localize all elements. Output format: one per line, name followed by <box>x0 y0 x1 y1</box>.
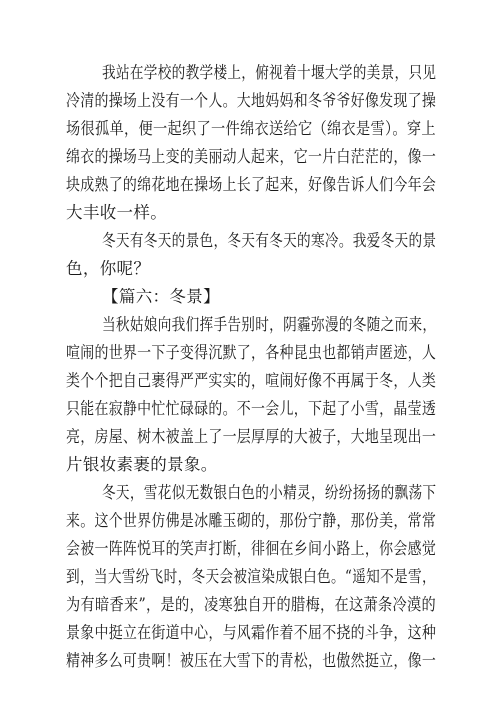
text-line: 景象中挺立在街道中心，与风霜作着不屈不挠的斗争，这种 <box>66 623 437 642</box>
text-line: 为有暗香来”，是的，凌寒独自开的腊梅，在这萧条冷漠的 <box>66 595 437 614</box>
text-line: 亮，房屋、树木被盖上了一层厚厚的大被子，大地呈现出一 <box>66 427 437 446</box>
text-line: 大丰收一样。 <box>66 203 168 222</box>
text-line: 冬天，雪花似无数银白色的小精灵，纷纷扬扬的飘荡下 <box>102 483 437 502</box>
text-line: 我站在学校的教学楼上，俯视着十堰大学的美景，只见 <box>102 63 437 82</box>
text-line: 来。这个世界仿佛是冰雕玉砌的，那份宁静，那份美，常常 <box>66 511 437 530</box>
section-heading: 【篇六：冬景】 <box>102 287 220 306</box>
text-line: 到，当大雪纷飞时，冬天会被渲染成银白色。“遥知不是雪， <box>66 567 436 586</box>
text-line: 喧闹的世界一下子变得沉默了，各种昆虫也都销声匿迹，人 <box>66 343 437 362</box>
text-line: 会被一阵阵悦耳的笑声打断，徘徊在乡间小路上，你会感觉 <box>66 539 437 558</box>
text-line: 当秋姑娘向我们挥手告别时，阴霾弥漫的冬随之而来， <box>102 315 437 334</box>
text-line: 类个个把自己裹得严严实实的，喧闹好像不再属于冬，人类 <box>66 371 437 390</box>
text-line: 场很孤单，便一起织了一件绵衣送给它（绵衣是雪）。穿上 <box>66 119 436 138</box>
text-line: 块成熟了的绵花地在操场上长了起来，好像告诉人们今年会 <box>66 175 437 194</box>
text-line: 片银妆素裹的景象。 <box>66 455 218 474</box>
text-line: 色，你呢？ <box>66 259 151 278</box>
text-line: 冷清的操场上没有一个人。大地妈妈和冬爷爷好像发现了操 <box>66 91 437 110</box>
text-line: 精神多么可贵啊！被压在大雪下的青松，也傲然挺立，像一 <box>66 651 437 670</box>
text-line: 冬天有冬天的景色，冬天有冬天的寒冷。我爱冬天的景 <box>102 231 437 250</box>
text-line: 绵衣的操场马上变的美丽动人起来，它一片白茫茫的，像一 <box>66 147 437 166</box>
text-line: 只能在寂静中忙忙碌碌的。不一会儿，下起了小雪，晶莹透 <box>66 399 437 418</box>
